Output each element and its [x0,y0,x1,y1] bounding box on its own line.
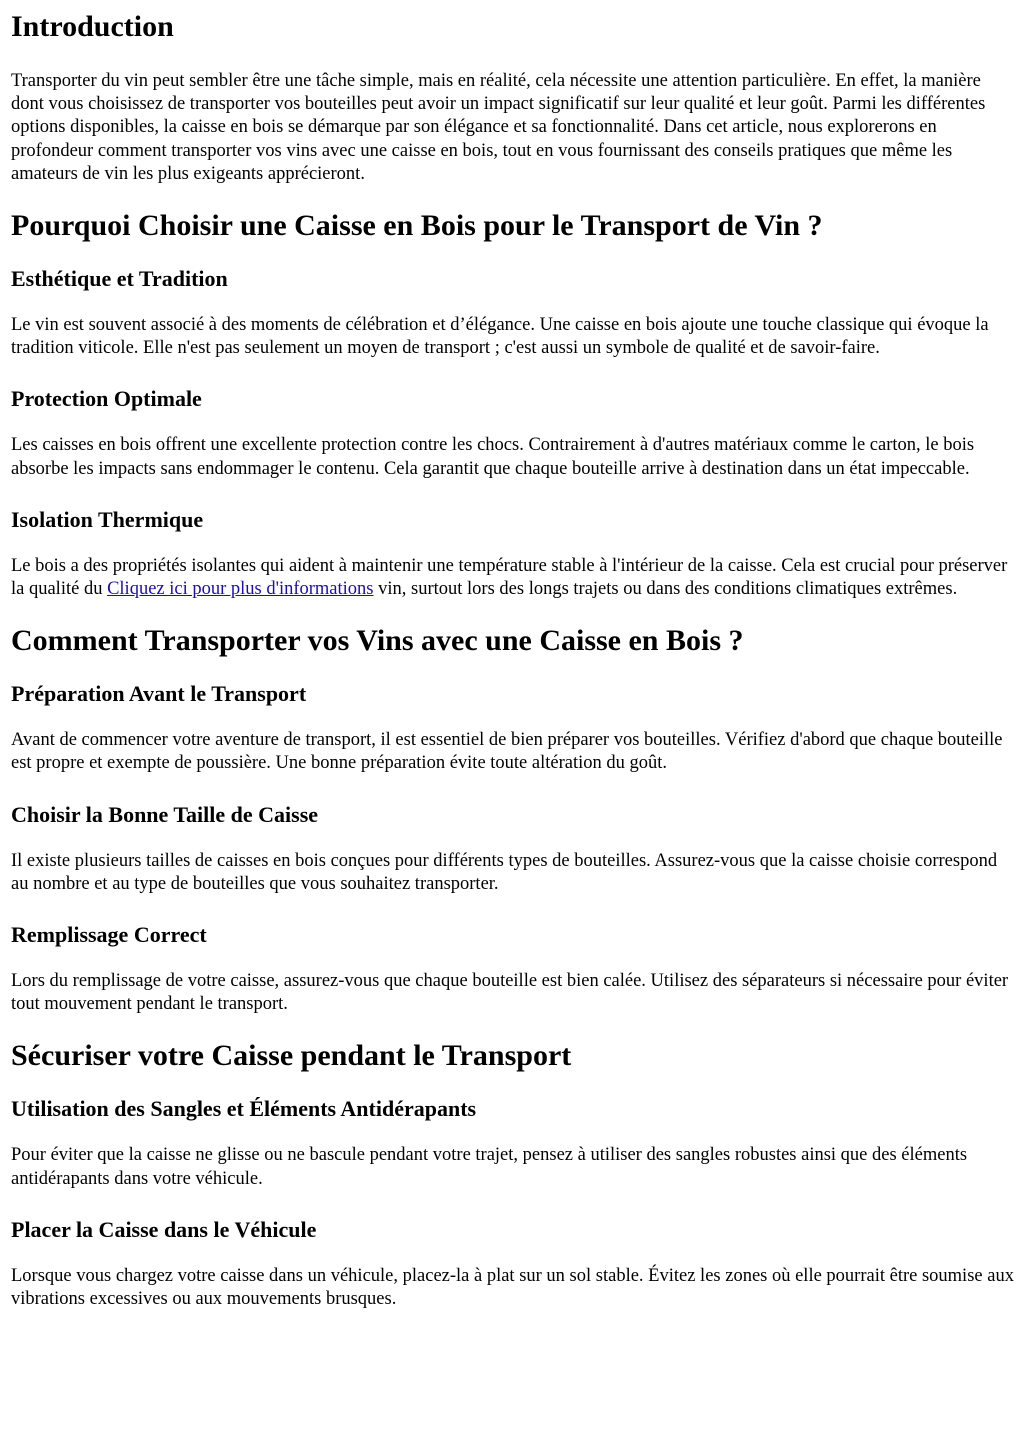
section3-sub1-paragraph: Pour éviter que la caisse ne glisse ou ne bascule pendant votre trajet, pensez à utiliser des sangles robustes ainsi que des éléments antidérapants dans votre véhicule. [11,1145,968,1189]
more-info-link[interactable]: Cliquez ici pour plus d'informations [107,579,374,600]
section3-heading: Sécuriser votre Caisse pendant le Transport [11,1039,572,1073]
section3-sub2-paragraph: Lorsque vous chargez votre caisse dans un véhicule, placez-la à plat sur un sol stable. Évitez les zones où elle pourrait être soumise aux vibrations excessives ou aux mouvements brusques. [11,1265,1014,1310]
section3-sub2-heading: Placer la Caisse dans le Véhicule [11,1216,317,1242]
section1-heading: Pourquoi Choisir une Caisse en Bois pour le Transport de Vin ? [11,209,823,243]
section1-sub3-heading: Isolation Thermique [11,506,204,532]
section3-sub1-heading: Utilisation des Sangles et Éléments Antidérapants [11,1096,477,1122]
section2-sub1-paragraph: Avant de commencer votre aventure de transport, il est essentiel de bien préparer vos bouteilles. Vérifiez d'abord que chaque bouteille est propre et exempte de poussière. Une bonne préparation évite toute altération du goût. [11,730,1003,774]
intro-paragraph: Transporter du vin peut sembler être une tâche simple, mais en réalité, cela nécessite une attention particulière. En effet, la manière dont vous choisissez de transporter vos bouteilles peut avoir un impact significatif sur leur qualité et leur goût. Parmi les différentes options disponibles, la caisse en bois se démarque par son élégance et sa fonctionnalité. Dans cet article, nous explorerons en profondeur comment transporter vos vins avec une caisse en bois, tout en vous fournissant des conseils pratiques que même les amateurs de vin les plus exigeants apprécieront. [11,71,986,184]
section2-heading: Comment Transporter vos Vins avec une Caisse en Bois ? [11,624,744,658]
section2-sub2-paragraph: Il existe plusieurs tailles de caisses en bois conçues pour différents types de bouteilles. Assurez-vous que la caisse choisie correspond au nombre et au type de bouteilles que vous souhaitez transporter. [11,850,998,894]
section2-sub3-paragraph: Lors du remplissage de votre caisse, assurez-vous que chaque bouteille est bien calée. Utilisez des séparateurs si nécessaire pour éviter tout mouvement pendant le transport. [11,971,1009,1015]
section2-sub1-heading: Préparation Avant le Transport [11,681,307,707]
section1-sub3-text-after: vin, surtout lors des longs trajets ou dans des conditions climatiques extrêmes. [373,579,958,600]
section1-sub1-paragraph: Le vin est souvent associé à des moments de célébration et d’élégance. Une caisse en bois ajoute une touche classique qui évoque la tradition viticole. Elle n'est pas seulement un moyen de transport ; c'est aussi un symbole de qualité et de savoir-faire. [11,315,989,359]
section1-sub3-text-before: Le bois a des propriétés isolantes qui aident à maintenir une température stable à l'intérieur de la caisse. Cela est crucial pour préserver la qualité du [11,555,1008,600]
section1-sub2-paragraph: Les caisses en bois offrent une excellente protection contre les chocs. Contrairement à d'autres matériaux comme le carton, le bois absorbe les impacts sans endommager le contenu. Cela garantit que chaque bouteille arrive à destination dans un état impeccable. [11,435,975,479]
section1-sub1-heading: Esthétique et Tradition [11,266,228,292]
section2-sub3-heading: Remplissage Correct [11,922,207,948]
intro-heading: Introduction [11,10,174,43]
section1-sub3-paragraph [11,555,1014,601]
section1-sub2-heading: Protection Optimale [11,386,202,412]
section2-sub2-heading: Choisir la Bonne Taille de Caisse [11,801,319,827]
